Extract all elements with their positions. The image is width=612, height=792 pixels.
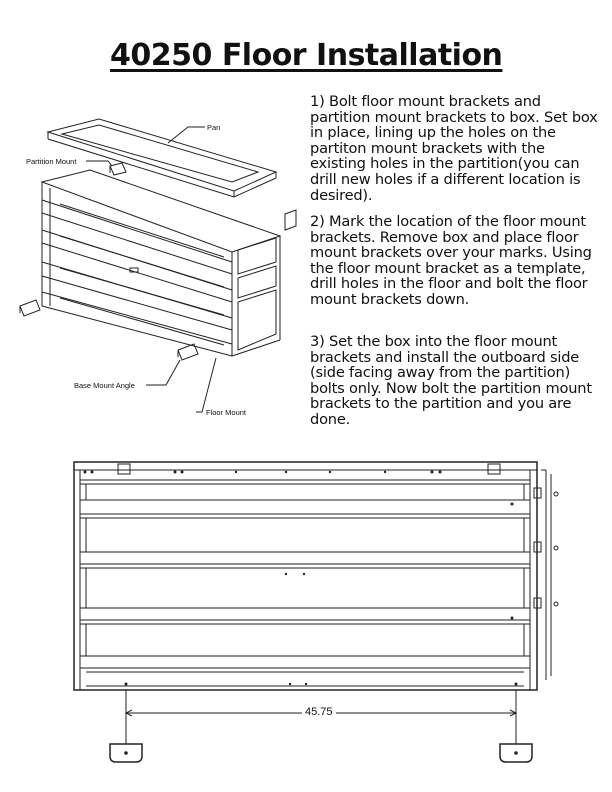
floor-mount-label: Floor Mount [206,408,247,417]
pan-label: Pan [207,123,221,132]
step-2-text: 2) Mark the location of the floor mount brackets. Remove box and place floor mount brackets over your marks. Using the floor mount bracket as a template, drill holes in the floor and bolt the floor mount brackets down. [310,213,592,308]
page-title: 40250 Floor Installation [110,38,503,73]
base-mount-angle-label: Base Mount Angle [74,381,135,390]
step-3-text: 3) Set the box into the floor mount brackets and install the outboard side (side facing away from the partition) bolts only. Now bolt the partition mount brackets to the partition and you are done. [310,333,592,428]
width-dimension: 45.75 [302,706,336,718]
partition-mount-label: Partition Mount [26,157,77,166]
step-1-text: 1) Bolt floor mount brackets and partition mount brackets to box. Set box in place, lining up the holes on the partiton mount brackets with the existing holes in the partition(you can drill new holes if a different location is desired). [310,93,598,204]
